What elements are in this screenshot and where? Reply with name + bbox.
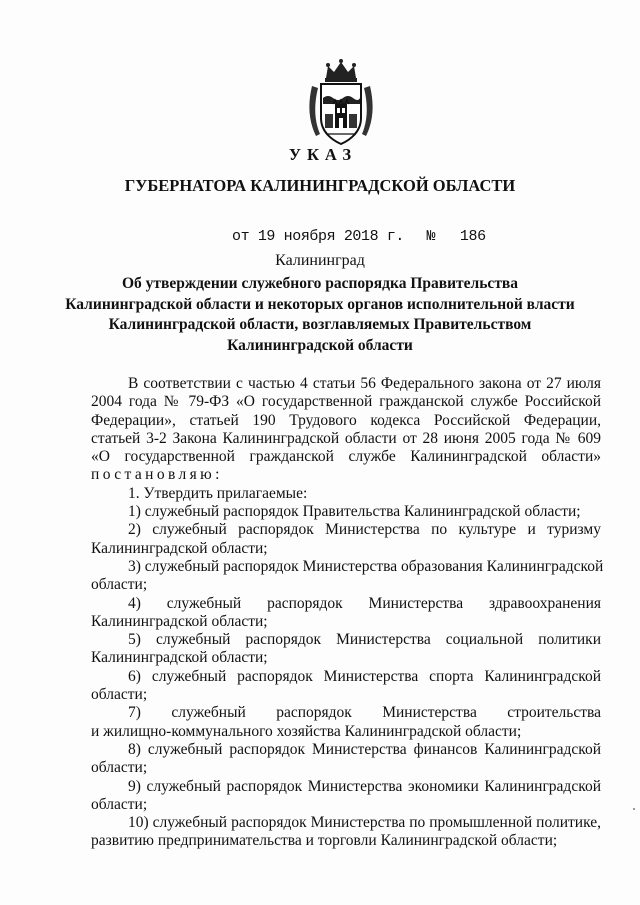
resolve-word: постановляю:	[91, 466, 223, 484]
list-item: 10) служебный распорядок Министерства по промышленной политике,	[128, 814, 601, 832]
list-item: 6) служебный распорядок Министерства спорта Калининградской	[128, 667, 601, 685]
date-number-line	[232, 228, 486, 245]
decree-body	[91, 375, 604, 851]
list-item-continuation: области;	[91, 795, 148, 813]
list-item: 5) служебный распорядок Министерства социальной политики	[128, 631, 601, 649]
list-item: 9) служебный распорядок Министерства экономики Калининградской	[128, 777, 601, 795]
subject-line: Калининградской области и некоторых органов исполнительной власти	[65, 295, 575, 313]
preamble-line: Федерации», статьей 190 Трудового кодекса Российской Федерации,	[91, 411, 601, 429]
subject-line: Об утверждении служебного распорядка Правительства	[121, 275, 519, 292]
date-prefix: от	[232, 228, 250, 245]
preamble-line: В соответствии с частью 4 статьи 56 Федерального закона от 27 июля	[128, 375, 601, 392]
subject-line: Калининградской области	[227, 336, 413, 354]
list-item: 2) служебный распорядок Министерства по культуре и туризму	[128, 521, 601, 539]
list-item: 8) служебный распорядок Министерства финансов Калининградской	[128, 740, 601, 758]
decree-number: 186	[459, 228, 486, 245]
number-sign: №	[426, 228, 436, 245]
list-item: 3) служебный распорядок Министерства образования Калининградской	[128, 557, 604, 575]
list-item-continuation: Калининградской области;	[91, 539, 268, 557]
list-item-continuation: области;	[91, 686, 148, 704]
list-item: 7) служебный распорядок Министерства строительства	[128, 704, 601, 722]
preamble-line: «О государственной гражданской службе Калининградской области»	[91, 448, 601, 466]
list-item-continuation: и жилищно-коммунального хозяйства Калининградской области;	[91, 722, 522, 740]
list-item: 4) служебный распорядок Министерства здравоохранения	[128, 594, 601, 612]
list-item-continuation: развитию предпринимательства и торговли Калининградской области;	[91, 832, 558, 850]
list-item-continuation: Калининградской области;	[91, 612, 268, 630]
list-item-continuation: области;	[91, 576, 148, 594]
decree-subject	[0, 274, 640, 356]
city: Калининград	[275, 252, 365, 269]
scan-speck	[633, 808, 635, 810]
list-item-continuation: Калининградской области;	[91, 649, 268, 667]
decree-title: УКАЗ	[288, 145, 358, 164]
item-1-heading: 1. Утвердить прилагаемые:	[128, 484, 308, 502]
list-item: 1) служебный распорядок Правительства Калининградской области;	[128, 503, 581, 521]
preamble-line: статьей 3-2 Закона Калининградской области от 28 июня 2005 года № 609	[91, 429, 601, 447]
decree-date: 19 ноября 2018 г.	[257, 228, 405, 245]
preamble-line: 2004 года № 79-ФЗ «О государственной гражданской службе Российской	[91, 393, 601, 411]
subject-line: Калининградской области, возглавляемых Правительством	[108, 316, 532, 333]
issuer-title: ГУБЕРНАТОРА КАЛИНИНГРАДСКОЙ ОБЛАСТИ	[124, 176, 516, 195]
list-item-continuation: области;	[91, 759, 148, 777]
kaliningrad-oblast-coat-of-arms-icon	[306, 58, 376, 150]
